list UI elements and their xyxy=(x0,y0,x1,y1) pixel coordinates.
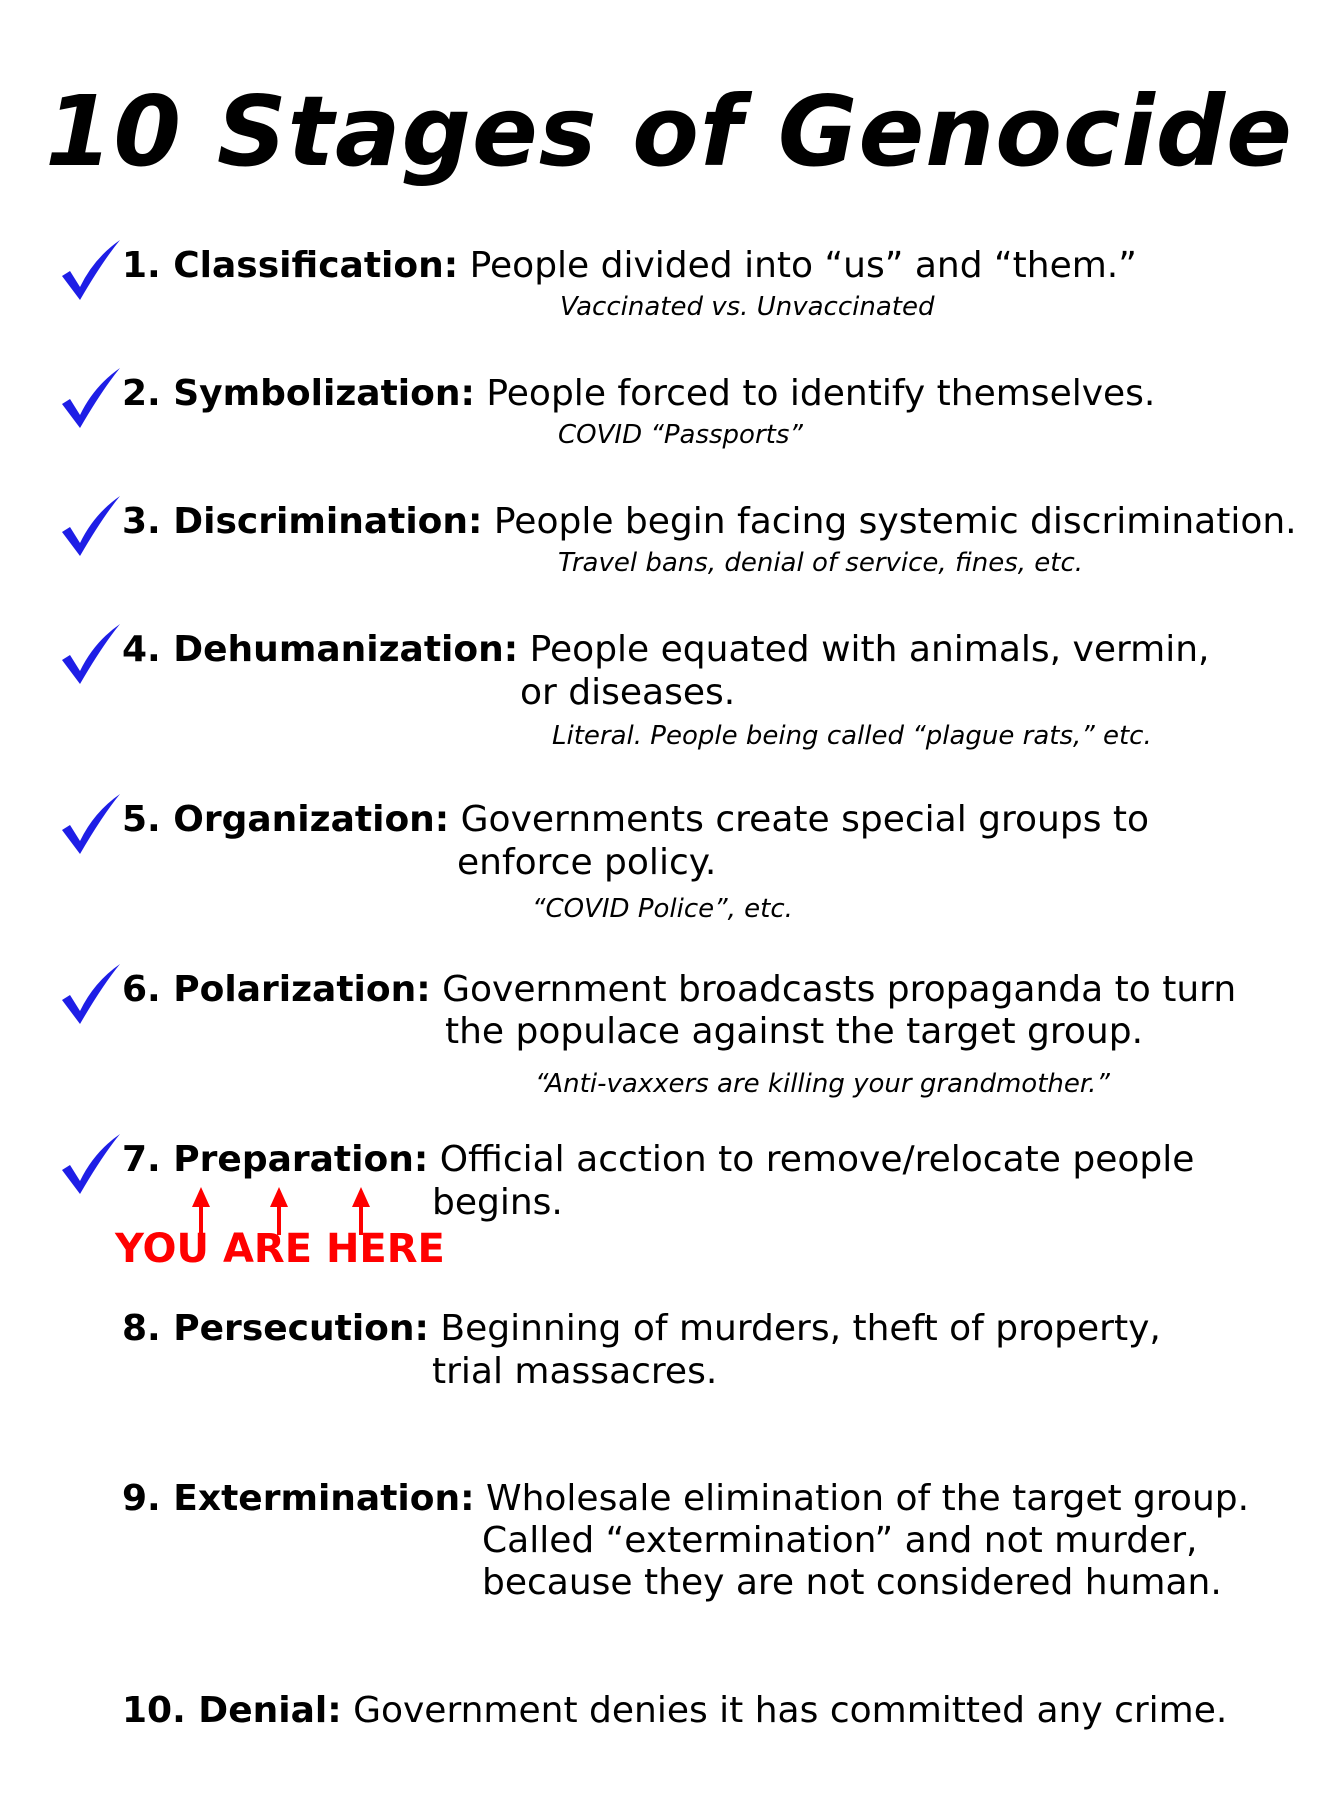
checkmark-icon xyxy=(60,962,122,1026)
stage-note: Literal. People being called “plague rats,” etc. xyxy=(552,721,1152,751)
stage-note: “COVID Police”, etc. xyxy=(532,894,793,924)
stage-term: 2. Symbolization: xyxy=(122,373,475,414)
stage-term: 4. Dehumanization: xyxy=(122,629,519,670)
stage-6 xyxy=(122,969,1236,1011)
checkmark-icon xyxy=(60,1132,122,1196)
checkmark-icon xyxy=(60,238,122,302)
checkmark-icon xyxy=(60,792,122,856)
page-title: 10 Stages of Genocide xyxy=(45,75,1293,188)
stage-desc-continued: Called “extermination” and not murder, xyxy=(482,1520,1198,1561)
stage-desc: People begin facing systemic discrimination. xyxy=(493,501,1297,542)
stage-note: Vaccinated vs. Unvaccinated xyxy=(560,292,935,322)
stage-7 xyxy=(122,1139,1194,1181)
stage-term: 8. Persecution: xyxy=(122,1308,429,1349)
stage-term: 6. Polarization: xyxy=(122,969,431,1010)
checkmark-icon xyxy=(60,494,122,558)
stage-desc-continued: the populace against the target group. xyxy=(445,1011,1144,1052)
stage-10 xyxy=(122,1690,1227,1732)
you-are-here-label: YOU ARE HERE xyxy=(115,1226,445,1272)
stage-desc: Governments create special groups to xyxy=(460,799,1150,840)
stage-2 xyxy=(122,373,1155,415)
stage-desc: People equated with animals, vermin, xyxy=(529,629,1210,670)
stage-desc-continued: because they are not considered human. xyxy=(482,1562,1222,1603)
stage-desc: Government denies it has committed any crime. xyxy=(353,1690,1228,1731)
stage-term: 9. Extermination: xyxy=(122,1478,475,1519)
stage-5 xyxy=(122,799,1149,841)
stage-desc: Official acction to remove/relocate people xyxy=(439,1139,1195,1180)
stage-term: 7. Preparation: xyxy=(122,1139,429,1180)
stage-term: 5. Organization: xyxy=(122,799,450,840)
stage-term: 3. Discrimination: xyxy=(122,501,483,542)
stage-term: 1. Classification: xyxy=(122,245,459,286)
stage-4 xyxy=(122,629,1210,671)
checkmark-icon xyxy=(60,622,122,686)
stage-desc-continued: or diseases. xyxy=(520,672,736,713)
stage-desc: People forced to identify themselves. xyxy=(486,373,1156,414)
stage-note: COVID “Passports” xyxy=(558,420,803,450)
stage-desc: Government broadcasts propaganda to turn xyxy=(442,969,1237,1010)
checkmark-icon xyxy=(60,366,122,430)
stage-3 xyxy=(122,501,1297,543)
stage-desc-continued: begins. xyxy=(432,1182,563,1223)
stage-note: “Anti-vaxxers are killing your grandmother.” xyxy=(535,1069,1110,1099)
stage-desc: Wholesale elimination of the target group. xyxy=(485,1478,1250,1519)
stage-8 xyxy=(122,1308,1161,1350)
stage-term: 10. Denial: xyxy=(122,1690,342,1731)
stage-9 xyxy=(122,1478,1249,1520)
stage-note: Travel bans, denial of service, fines, etc. xyxy=(558,548,1084,578)
stage-1 xyxy=(122,245,1137,287)
stage-desc: People divided into “us” and “them.” xyxy=(469,245,1137,286)
stage-desc-continued: trial massacres. xyxy=(432,1351,718,1392)
stage-desc-continued: enforce policy. xyxy=(457,842,717,883)
stage-desc: Beginning of murders, theft of property, xyxy=(440,1308,1161,1349)
